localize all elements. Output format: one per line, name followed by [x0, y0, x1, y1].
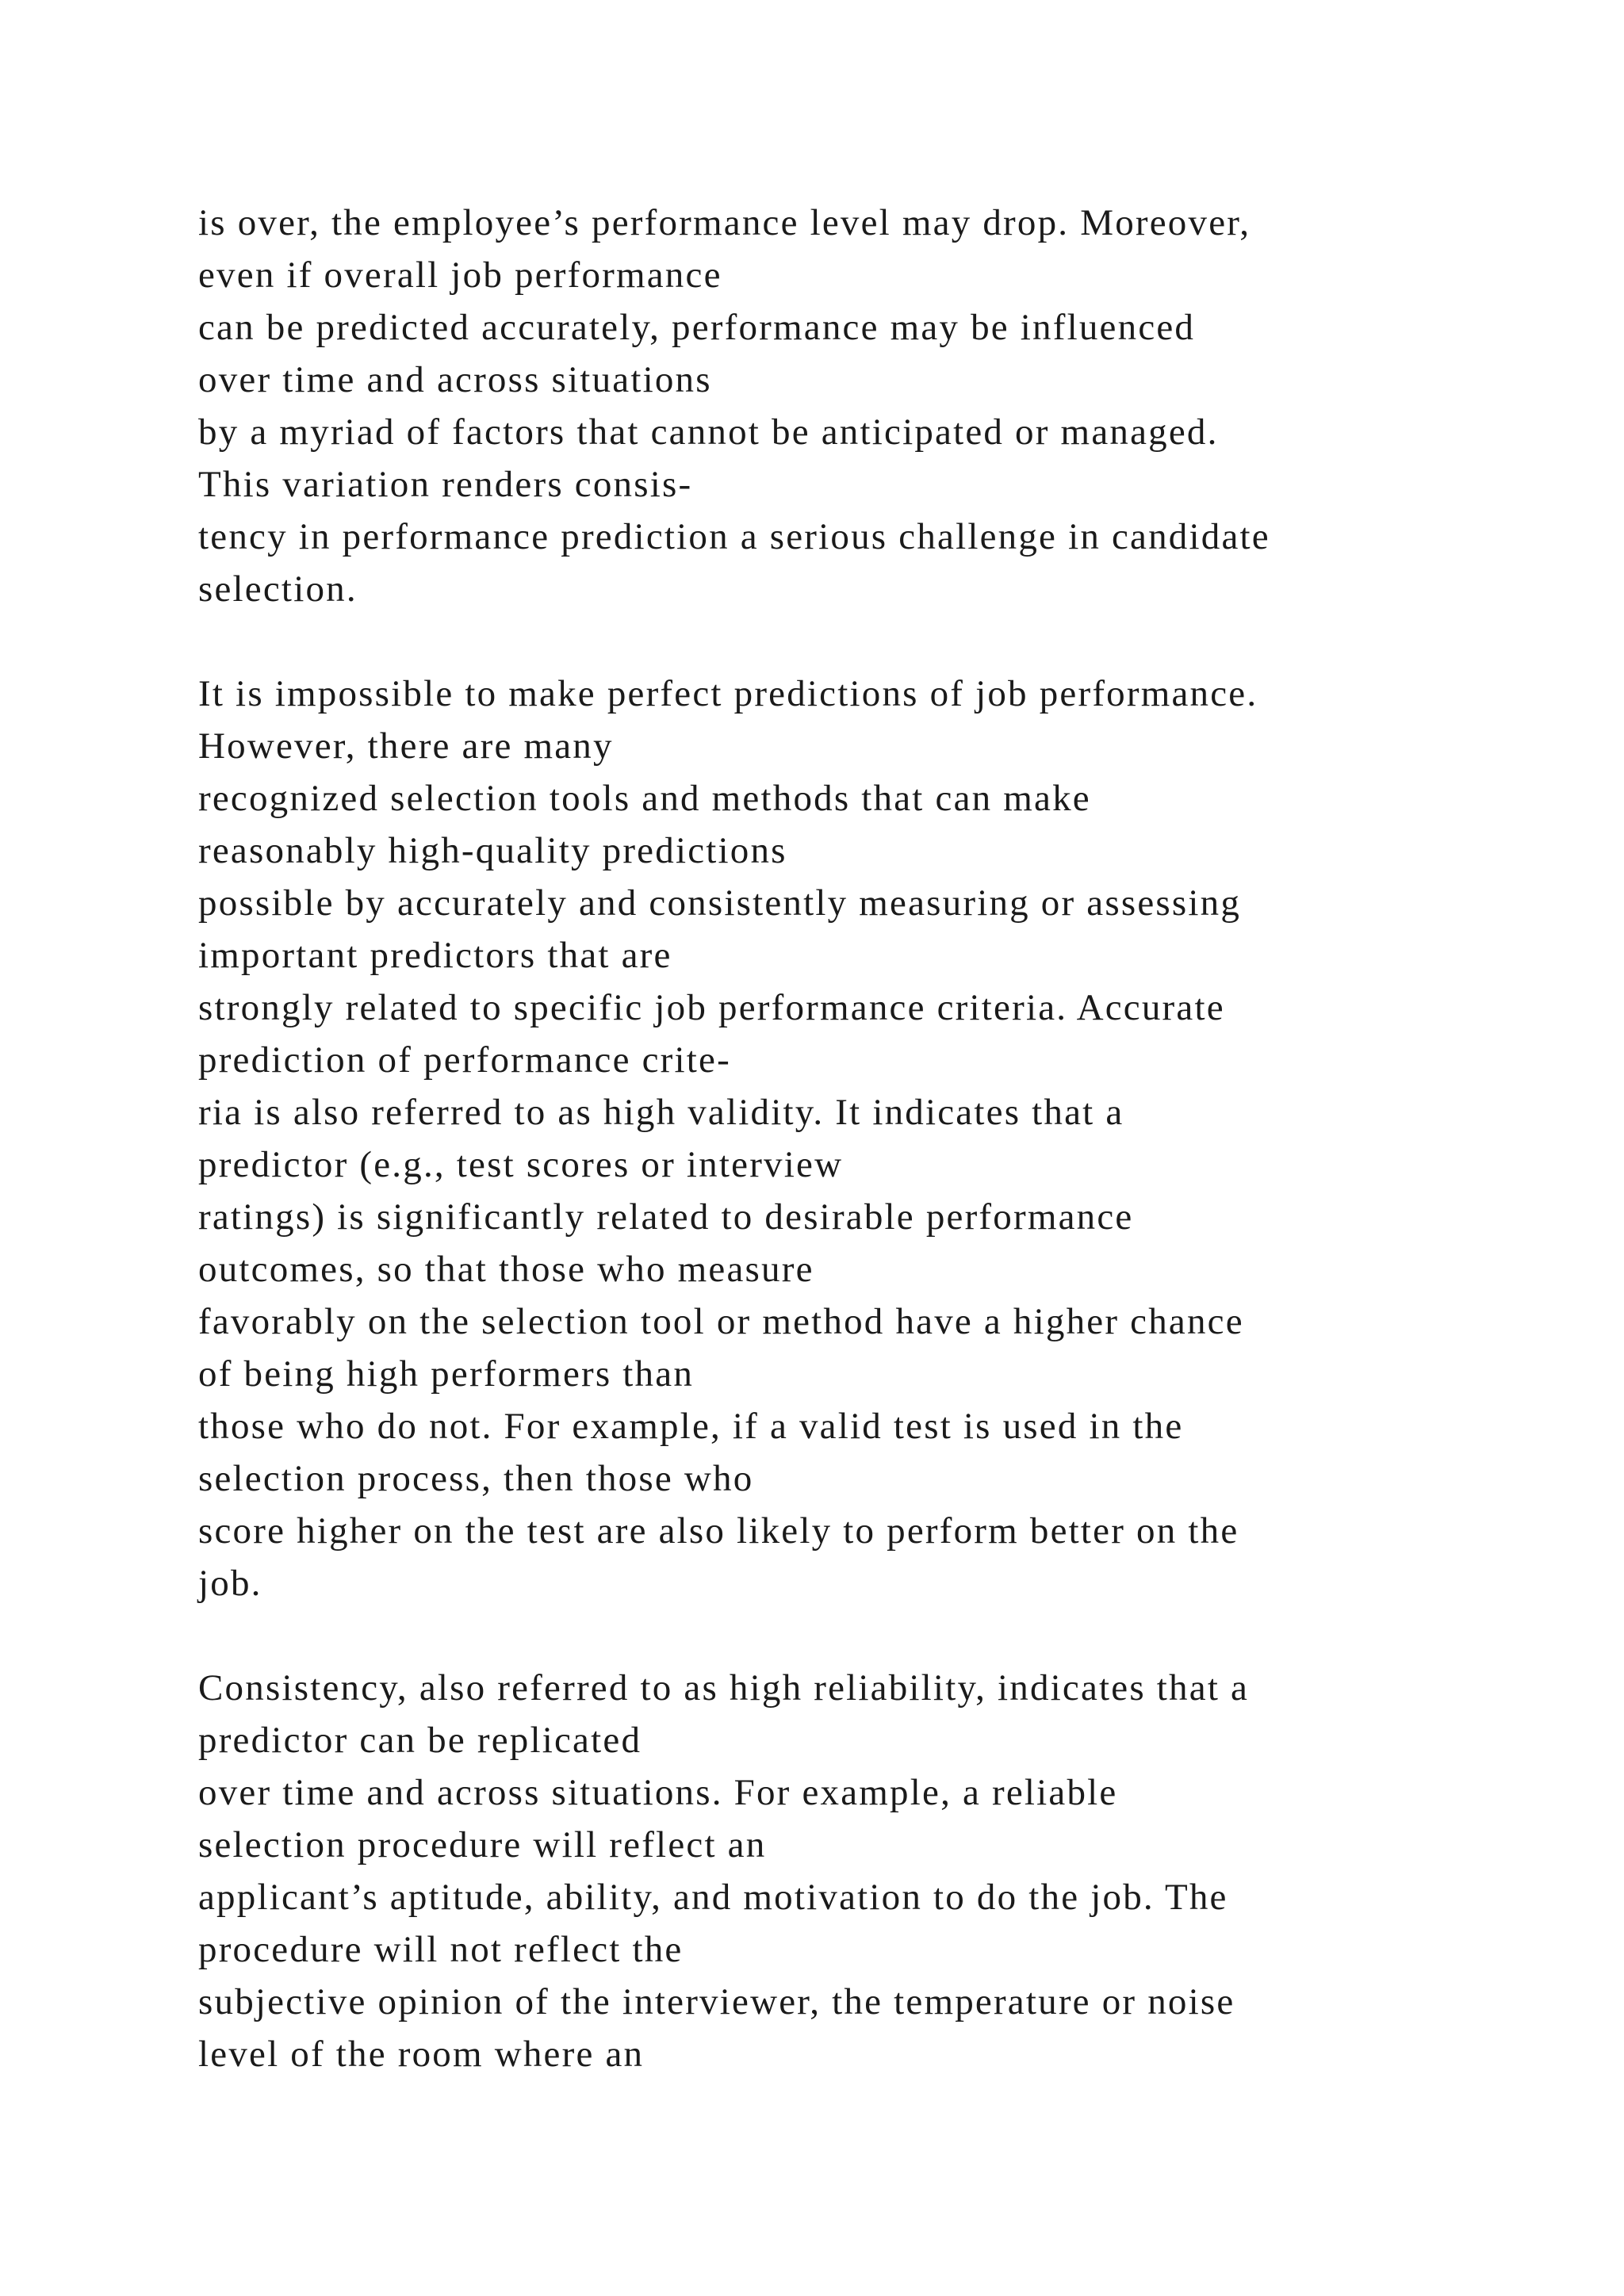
paragraph-1: [198, 197, 1546, 615]
text-line: subjective opinion of the interviewer, the temperature or noise: [198, 1981, 1235, 2022]
text-line: score higher on the test are also likely to perform better on the: [198, 1510, 1239, 1552]
text-line: over time and across situations. For example, a reliable: [198, 1772, 1118, 1813]
paragraph-3: [198, 1662, 1546, 2080]
text-line: However, there are many: [198, 725, 614, 767]
text-line: procedure will not reflect the: [198, 1929, 684, 1970]
text-line: level of the room where an: [198, 2034, 645, 2075]
text-line: ratings) is significantly related to desirable performance: [198, 1196, 1134, 1238]
text-line: favorably on the selection tool or method have a higher chance: [198, 1301, 1244, 1342]
text-line: tency in performance prediction a serious challenge in candidate: [198, 516, 1270, 557]
text-line: over time and across situations: [198, 359, 712, 400]
text-line: those who do not. For example, if a valid test is used in the: [198, 1406, 1184, 1447]
text-line: applicant’s aptitude, ability, and motivation to do the job. The: [198, 1877, 1228, 1918]
text-line: even if overall job performance: [198, 254, 722, 296]
text-line: important predictors that are: [198, 935, 672, 976]
text-line: ria is also referred to as high validity. It indicates that a: [198, 1092, 1124, 1133]
text-line: job.: [198, 1563, 262, 1604]
text-line: by a myriad of factors that cannot be anticipated or managed.: [198, 411, 1219, 453]
text-line: outcomes, so that those who measure: [198, 1249, 814, 1290]
text-line: recognized selection tools and methods that can make: [198, 778, 1091, 819]
text-line: prediction of performance crite-: [198, 1039, 731, 1081]
text-line: reasonably high-quality predictions: [198, 830, 787, 871]
text-line: possible by accurately and consistently measuring or assessing: [198, 882, 1242, 924]
text-line: selection procedure will reflect an: [198, 1824, 767, 1866]
body-text: [198, 197, 1546, 2133]
text-line: can be predicted accurately, performance may be influenced: [198, 307, 1196, 348]
text-line: Consistency, also referred to as high reliability, indicates that a: [198, 1667, 1250, 1709]
text-line: This variation renders consis-: [198, 464, 693, 505]
text-line: It is impossible to make perfect predictions of job performance.: [198, 673, 1258, 714]
text-line: predictor (e.g., test scores or interview: [198, 1144, 844, 1185]
text-line: selection.: [198, 568, 358, 610]
text-line: strongly related to specific job performance criteria. Accurate: [198, 987, 1225, 1028]
text-line: of being high performers than: [198, 1353, 695, 1395]
paragraph-2: [198, 668, 1546, 1609]
text-line: predictor can be replicated: [198, 1720, 642, 1761]
text-line: is over, the employee’s performance level may drop. Moreover,: [198, 202, 1251, 243]
text-line: selection process, then those who: [198, 1458, 754, 1499]
